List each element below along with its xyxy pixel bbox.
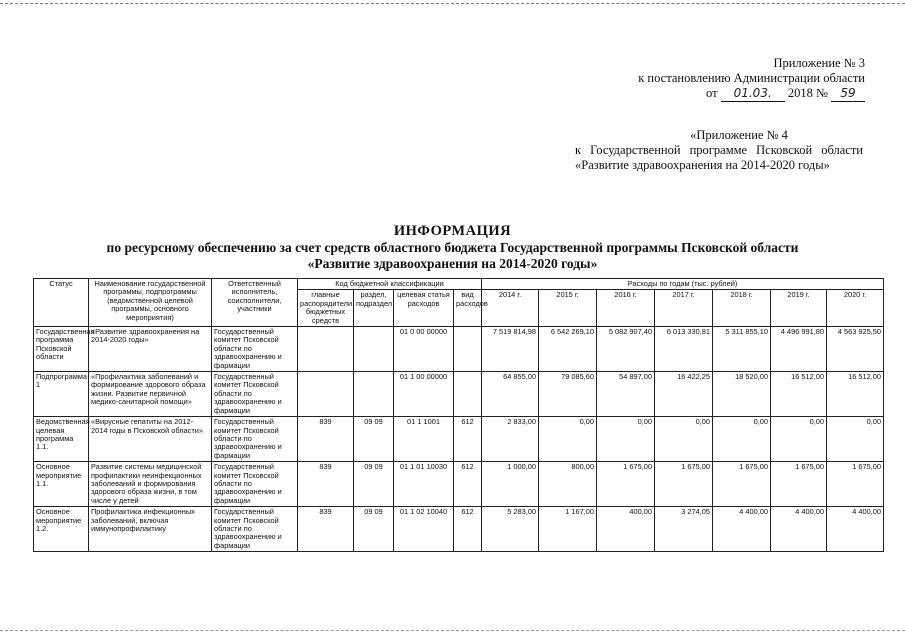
cell-value: 1 675,00 [771,462,827,507]
header-year: 2016 г. [597,290,655,327]
cell-name: Развитие системы медицинской профилактики неинфекционных заболеваний и формирования здорового образа жизни, в том числе у детей [89,462,212,507]
cell-value: 79 085,60 [539,372,597,417]
header-grbs: главные распорядители бюджетных средств [298,290,354,327]
appendix-3-block [575,56,865,102]
table-row [34,327,884,372]
date-year: 2018 № [787,86,828,100]
cell-executor: Государственный комитет Псковской области по здравоохранению и фармации [212,372,298,417]
cell-value: 0,00 [597,417,655,462]
cell-value: 64 855,00 [482,372,539,417]
header-executor: Ответственный исполнитель, соисполнители, участники [212,279,298,327]
cell-status: Ведомственная целевая программа 1.1. [34,417,89,462]
cell-value: 4 400,00 [827,507,884,552]
appendix-4-program: к Государственной программе Псковской области «Развитие здравоохранения на 2014-2020 годы» [575,143,863,172]
header-section: раздел, подраздел [354,290,394,327]
appendix-3-decree: к постановлению Администрации области [638,71,865,85]
appendix-4-title: «Приложение № 4 [690,128,788,142]
header-expenses: Расходы по годам (тыс. рублей) [482,279,884,290]
cell-value: 1 675,00 [713,462,771,507]
cell-target: 01 1 1001 [394,417,454,462]
cell-status: Основное мероприятие 1.2. [34,507,89,552]
cell-target: 01 1 00 00000 [394,372,454,417]
cell-executor: Государственный комитет Псковской области по здравоохранению и фармации [212,462,298,507]
cell-value: 0,00 [655,417,713,462]
cell-value: 4 563 925,50 [827,327,884,372]
cell-type: 612 [454,417,482,462]
cell-value: 5 311 855,10 [713,327,771,372]
cell-value: 1 000,00 [482,462,539,507]
appendix-4-block [575,128,863,173]
cell-value: 4 496 991,80 [771,327,827,372]
cell-grbs: 839 [298,462,354,507]
title-line-2: по ресурсному обеспечению за счет средств областного бюджета Государственной программы Псковской области [106,240,799,255]
header-year: 2018 г. [713,290,771,327]
cell-section: 09 09 [354,462,394,507]
document-title [0,223,905,272]
cell-value: 16 422,25 [655,372,713,417]
cell-section: 09 09 [354,417,394,462]
cell-value: 1 675,00 [655,462,713,507]
cell-status: Государственная программа Псковской области [34,327,89,372]
cell-name: «Профилактика заболеваний и формирование здорового образа жизни. Развитие первичной медико-санитарной помощи» [89,372,212,417]
cell-type [454,372,482,417]
cell-value: 1 675,00 [597,462,655,507]
header-year: 2020 г. [827,290,884,327]
header-target: целевая статья расходов [394,290,454,327]
cell-value: 0,00 [713,417,771,462]
cell-section: 09 09 [354,507,394,552]
cell-type: 612 [454,507,482,552]
cell-name: «Вирусные гепатиты на 2012-2014 годы в Псковской области» [89,417,212,462]
table-row [34,462,884,507]
header-year: 2015 г. [539,290,597,327]
cell-executor: Государственный комитет Псковской области по здравоохранению и фармации [212,507,298,552]
scan-edge-top [0,3,905,5]
cell-status: Подпрограмма 1 [34,372,89,417]
title-heading: ИНФОРМАЦИЯ [393,223,512,239]
title-line-3: «Развитие здравоохранения на 2014-2020 годы» [307,256,598,271]
cell-type: 612 [454,462,482,507]
header-name: Наименование государственной программы, подпрограммы (ведомственной целевой программы, основного мероприятия) [89,279,212,327]
header-status: Статус [34,279,89,327]
cell-value: 16 512,00 [771,372,827,417]
cell-value: 0,00 [539,417,597,462]
cell-value: 6 013 330,81 [655,327,713,372]
cell-value: 54 897,00 [597,372,655,417]
cell-type [454,327,482,372]
cell-value: 0,00 [771,417,827,462]
cell-value: 3 274,05 [655,507,713,552]
header-type: вид расходов [454,290,482,327]
cell-value: 1 675,00 [827,462,884,507]
header-year: 2014 г. [482,290,539,327]
handwritten-date: 01.03. [721,86,785,102]
table-row [34,507,884,552]
cell-value: 4 400,00 [713,507,771,552]
cell-value: 5 283,00 [482,507,539,552]
table-row [34,417,884,462]
cell-value: 2 833,00 [482,417,539,462]
table-row [34,372,884,417]
resource-table [33,278,884,552]
cell-value: 800,00 [539,462,597,507]
cell-value: 1 167,00 [539,507,597,552]
cell-value: 7 519 814,98 [482,327,539,372]
cell-status: Основное мероприятие 1.1. [34,462,89,507]
cell-value: 0,00 [827,417,884,462]
cell-name: Профилактика инфекционных заболеваний, включая иммунопрофилактику [89,507,212,552]
appendix-3-title: Приложение № 3 [773,56,865,70]
cell-name: «Развитие здравоохранения на 2014-2020 годы» [89,327,212,372]
header-year: 2017 г. [655,290,713,327]
cell-executor: Государственный комитет Псковской области по здравоохранению и фармации [212,417,298,462]
cell-value: 6 542 269,10 [539,327,597,372]
cell-value: 16 512,00 [827,372,884,417]
scan-edge-bottom [0,630,905,632]
cell-grbs [298,372,354,417]
appendix-3-date-line [575,86,865,102]
cell-grbs: 839 [298,507,354,552]
cell-target: 01 1 01 10030 [394,462,454,507]
cell-section [354,372,394,417]
date-prefix: от [706,86,718,100]
cell-value: 4 400,00 [771,507,827,552]
cell-executor: Государственный комитет Псковской области по здравоохранению и фармации [212,327,298,372]
cell-grbs: 839 [298,417,354,462]
cell-value: 5 082 907,40 [597,327,655,372]
cell-target: 01 1 02 10040 [394,507,454,552]
cell-value: 18 520,00 [713,372,771,417]
header-year: 2019 г. [771,290,827,327]
cell-target: 01 0 00 00000 [394,327,454,372]
cell-section [354,327,394,372]
handwritten-number: 59 [831,86,865,102]
cell-grbs [298,327,354,372]
header-budget-code: Код бюджетной классификации [298,279,482,290]
cell-value: 400,00 [597,507,655,552]
